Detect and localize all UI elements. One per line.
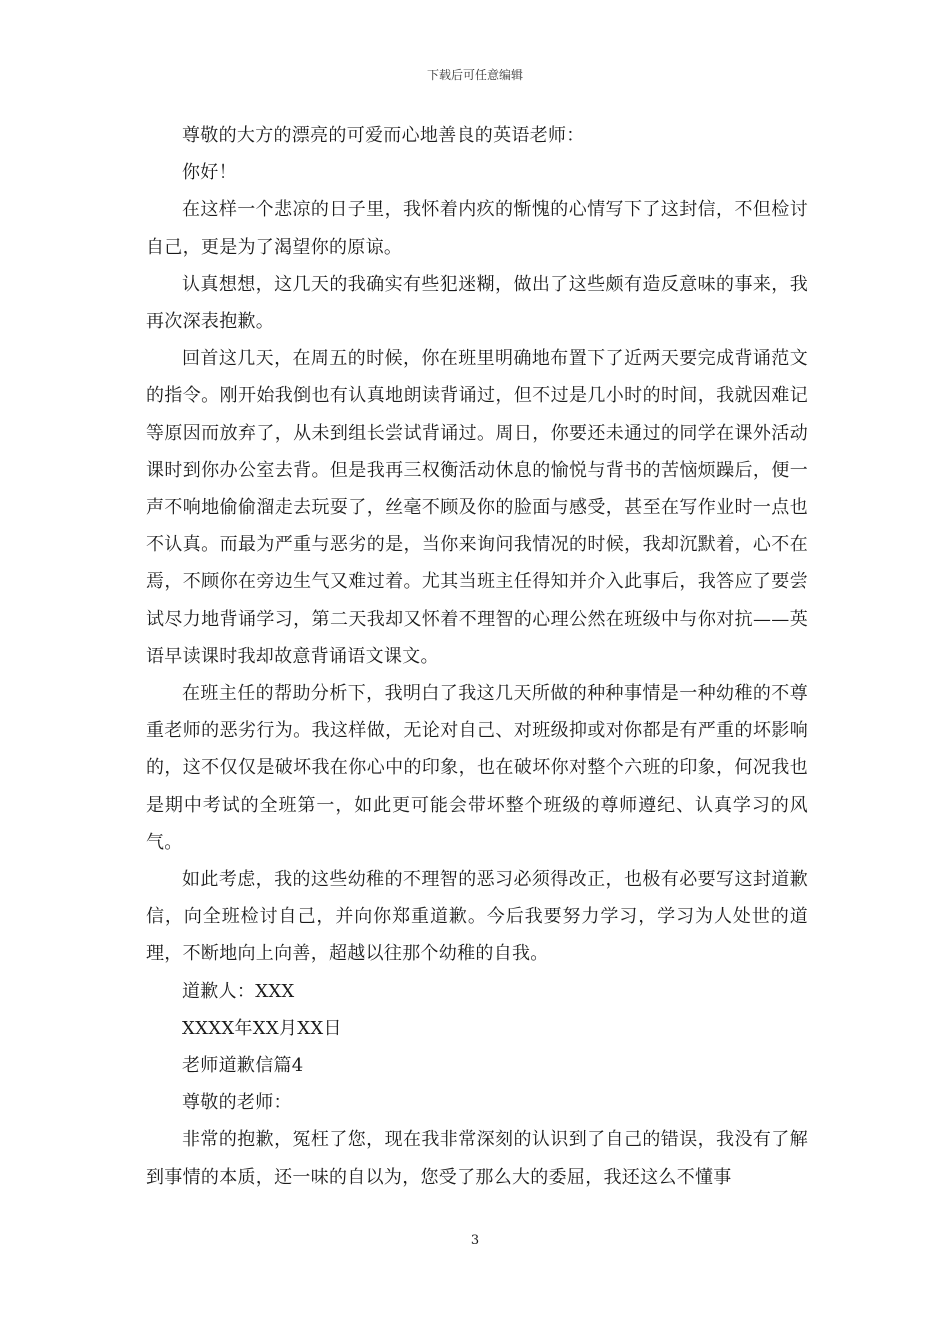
document-body: [146, 117, 808, 1196]
salutation: 尊敬的老师：: [182, 1092, 292, 1114]
body-paragraph: 非常的抱歉，冤枉了您，现在我非常深刻的认识到了自己的错误，我没有了解到事情的本质，还一味的自以为，您受了那么大的委屈，我还这么不懂事: [146, 1129, 808, 1188]
body-paragraph: 在班主任的帮助分析下，我明白了我这几天所做的种种事情是一种幼稚的不尊重老师的恶劣行为。我这样做，无论对自己、对班级抑或对你都是有严重的坏影响的，这不仅仅是破坏我在你心中的印象，也在破坏你对整个六班的印象，何况我也是期中考试的全班第一，如此更可能会带坏整个班级的尊师遵纪、认真学习的风气。: [146, 683, 808, 853]
greeting: 你好！: [182, 162, 237, 184]
body-paragraph: 如此考虑，我的这些幼稚的不理智的恶习必须得改正，也极有必要写这封道歉信，向全班检讨自己，并向你郑重道歉。今后我要努力学习，学习为人处世的道理，不断地向上向善，超越以往那个幼稚的自我。: [146, 869, 808, 965]
signature: 道歉人：XXX: [182, 980, 295, 1002]
section-title: 老师道歉信篇4: [182, 1055, 304, 1077]
date-line: XXXX年XX月XX日: [182, 1017, 342, 1039]
body-paragraph: 认真想想，这几天的我确实有些犯迷糊，做出了这些颇有造反意味的事来，我再次深表抱歉。: [146, 273, 808, 333]
salutation: 尊敬的大方的漂亮的可爱而心地善良的英语老师：: [182, 125, 585, 146]
page-header: 下载后可任意编辑: [426, 68, 523, 82]
body-paragraph: 回首这几天，在周五的时候，你在班里明确地布置下了近两天要完成背诵范文的指令。刚开始我倒也有认真地朗读背诵过，但不过是几小时的时间，我就因难记等原因而放弃了，从未到组长尝试背诵过。周日，你要还未通过的同学在课外活动课时到你办公室去背。但是我再三权衡活动休息的愉悦与背书的苦恼烦躁后，便一声不响地偷偷溜走去玩耍了，丝毫不顾及你的脸面与感受，甚至在写作业时一点也不认真。而最为严重与恶劣的是，当你来询问我情况的时候，我却沉默着，心不在焉，不顾你在旁边生气又难过着。尤其当班主任得知并介入此事后，我答应了要尝试尽力地背诵学习，第二天我却又怀着不理智的心理公然在班级中与你对抗——英语早读课时我却故意背诵语文课文。: [146, 348, 808, 667]
page-number: 3: [470, 1233, 480, 1248]
body-paragraph: 在这样一个悲凉的日子里，我怀着内疚的惭愧的心情写下了这封信，不但检讨自己，更是为了渴望你的原谅。: [146, 199, 808, 258]
